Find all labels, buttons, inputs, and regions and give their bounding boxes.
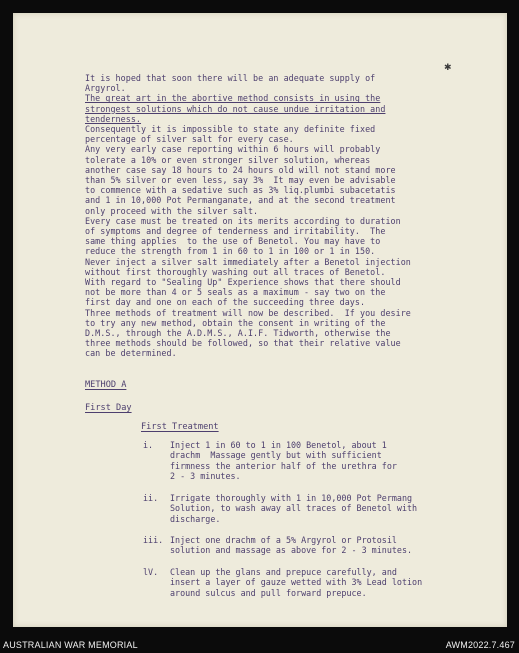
body-line: only proceed with the silver salt. [85, 205, 259, 216]
body-line: than 5% silver or even less, say 3% It may even be advisable [85, 175, 396, 186]
step-number: ii. [143, 493, 159, 503]
step-line: solution and massage as above for 2 - 3 minutes. [170, 545, 413, 556]
body-line: not be more than 4 or 5 seals as a maximum - say two on the [85, 287, 386, 298]
step-line: Irrigate thoroughly with 1 in 10,000 Pot Permang [170, 493, 413, 503]
step-text [170, 493, 417, 524]
body-line: Never inject a silver salt immediately after a Benetol injection [85, 256, 411, 267]
step-line: Clean up the glans and prepuce carefully, and [170, 567, 397, 577]
method-heading: METHOD A [85, 380, 127, 390]
step-line: Inject one drachm of a 5% Argyrol or Protosil [170, 535, 397, 545]
day-heading: First Day [85, 403, 132, 413]
footer-accession-number: AWM2022.7.467 [445, 640, 515, 650]
body-line: With regard to "Sealing Up" Experience shows that there should [85, 277, 401, 288]
step-line: Solution, to wash away all traces of Benetol with [170, 503, 418, 514]
body-line: The great art in the abortive method consists in using the [85, 93, 381, 104]
step-line: Inject 1 in 60 to 1 in 100 Benetol, about 1 [170, 440, 387, 450]
step-line: firmness the anterior half of the urethra for [170, 460, 397, 471]
body-line: strongest solutions which do not cause undue irritation and [85, 103, 386, 114]
body-text [85, 73, 497, 359]
body-line: to try any new method, obtain the consent in writing of the [85, 317, 386, 328]
body-line: another case say 18 hours to 24 hours old will not stand more [85, 164, 396, 175]
footer-credit: AUSTRALIAN WAR MEMORIAL [3, 640, 138, 650]
body-line: Three methods of treatment will now be described. If you desire [85, 307, 411, 318]
body-line: Any very early case reporting within 6 hours will probably [85, 144, 381, 155]
body-line: reduce the strength from 1 in 60 to 1 in 100 or 1 in 150. [85, 246, 376, 257]
step-line: insert a layer of gauze wetted with 3% Lead lotion [170, 577, 423, 588]
body-line: tenderness. [85, 113, 142, 124]
typed-page [13, 13, 507, 627]
step-line: around sulcus and pull forward prepuce. [170, 587, 367, 598]
body-line: to commence with a sedative such as 3% liq.plumbi subacetatis [85, 185, 396, 196]
step-number: i. [143, 440, 154, 450]
treatment-heading: First Treatment [141, 422, 219, 432]
body-line: D.M.S., through the A.D.M.S., A.I.F. Tidworth, otherwise the [85, 328, 391, 339]
body-line: first day and one on each of the succeeding three days. [85, 297, 366, 308]
body-line: can be determined. [85, 348, 177, 359]
body-line: three methods should be followed, so that their relative value [85, 338, 401, 349]
body-line: and 1 in 10,000 Pot Permanganate, and at the second treatment [85, 195, 396, 206]
body-line: same thing applies to the use of Benetol. You may have to [85, 236, 381, 247]
body-line: without first thoroughly washing out all traces of Benetol. [85, 266, 386, 277]
body-line: tolerate a 10% or even stronger silver solution, whereas [85, 154, 371, 165]
body-line: percentage of silver salt for every case. [85, 134, 294, 145]
step-text [170, 567, 422, 598]
body-line: Argyrol. [85, 83, 126, 94]
step-line: 2 - 3 minutes. [170, 471, 241, 482]
step-line: discharge. [170, 513, 221, 524]
body-line: of symptoms and degree of tenderness and irritability. The [85, 226, 386, 237]
step-text [170, 535, 412, 556]
body-line: Consequently it is impossible to state any definite fixed [85, 124, 376, 135]
step-number: lV. [143, 567, 159, 577]
step-text [170, 440, 397, 482]
body-line: Every case must be treated on its merits according to duration [85, 215, 401, 226]
paper-blemish: ✱ [444, 63, 452, 73]
step-line: drachm Massage gently but with sufficient [170, 450, 382, 461]
step-number: iii. [143, 535, 164, 545]
body-line: It is hoped that soon there will be an adequate supply of [85, 73, 376, 83]
